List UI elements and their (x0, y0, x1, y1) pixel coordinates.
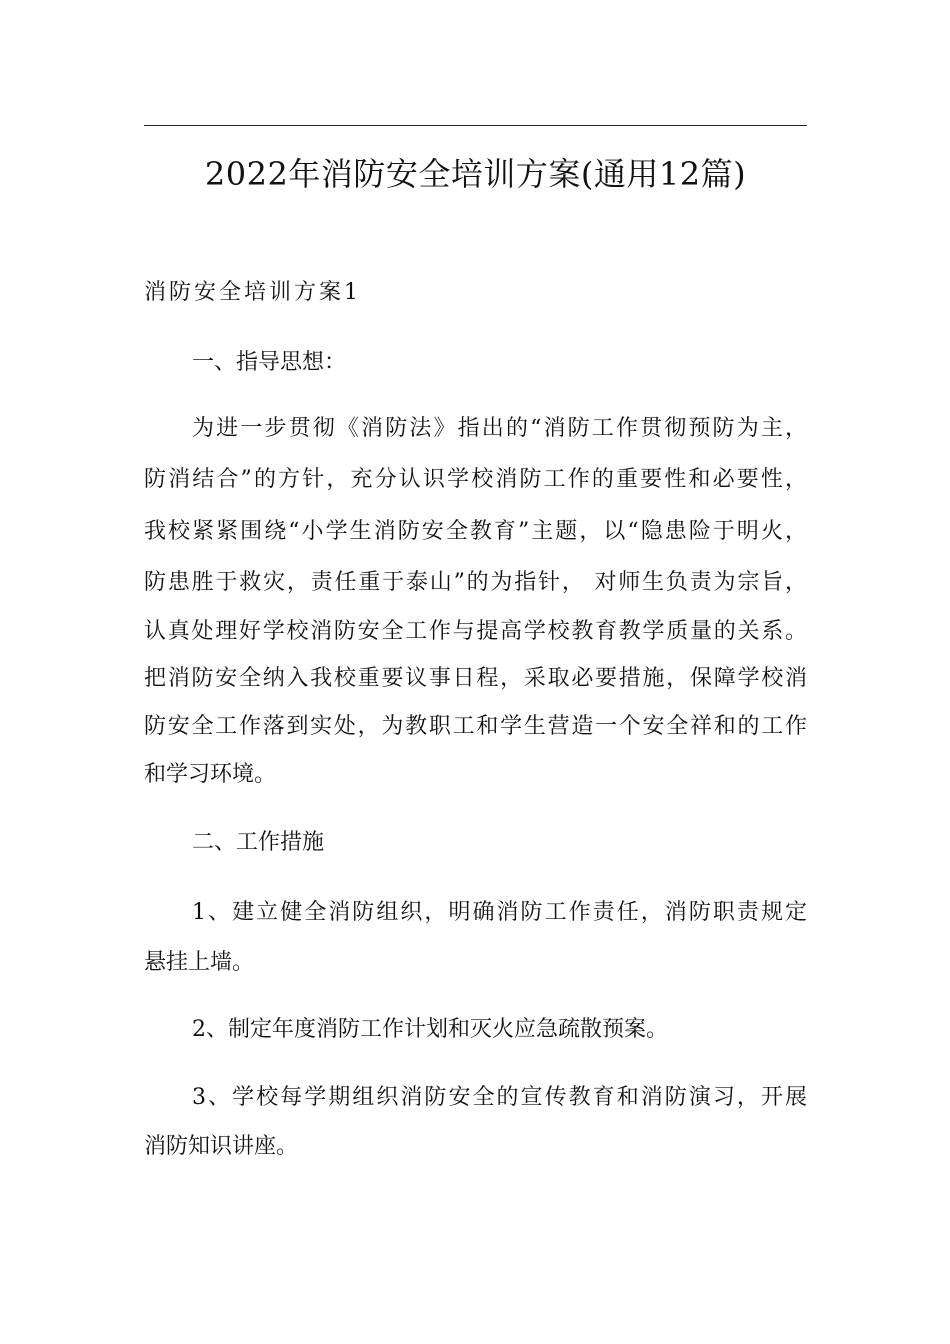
section-heading: 消防安全培训方案1 (144, 280, 361, 305)
part1-line-4: 防患胜于救灾，责任重于泰山”的为指针， 对师生负责为宗旨， (144, 570, 807, 595)
item3-line-1: 3、学校每学期组织消防安全的宣传教育和消防演习，开展 (192, 1085, 807, 1110)
part1-line-5: 认真处理好学校消防安全工作与提高学校教育教学质量的关系。 (144, 619, 807, 644)
header-rule (144, 125, 807, 126)
part1-line-3: 我校紧紧围绕“小学生消防安全教育”主题，以“隐患险于明火， (144, 519, 807, 544)
part1-line-7: 防安全工作落到实处，为教职工和学生营造一个安全祥和的工作 (144, 714, 807, 739)
item3-line-2: 消防知识讲座。 (144, 1134, 299, 1159)
document-title: 2022年消防安全培训方案(通用12篇) (204, 155, 747, 193)
part1-heading: 一、指导思想： (192, 350, 347, 375)
item2-line-1: 2、制定年度消防工作计划和灭火应急疏散预案。 (192, 1017, 668, 1042)
part1-line-8: 和学习环境。 (144, 762, 277, 787)
part2-heading: 二、工作措施 (192, 830, 325, 855)
part1-line-1: 为进一步贯彻《消防法》指出的“消防工作贯彻预防为主， (192, 416, 807, 441)
item1-line-1: 1、建立健全消防组织，明确消防工作责任，消防职责规定 (192, 900, 807, 925)
item1-line-2: 悬挂上墙。 (144, 950, 255, 975)
part1-line-6: 把消防安全纳入我校重要议事日程，采取必要措施，保障学校消 (144, 666, 807, 691)
part1-line-2: 防消结合”的方针，充分认识学校消防工作的重要性和必要性， (144, 467, 807, 492)
